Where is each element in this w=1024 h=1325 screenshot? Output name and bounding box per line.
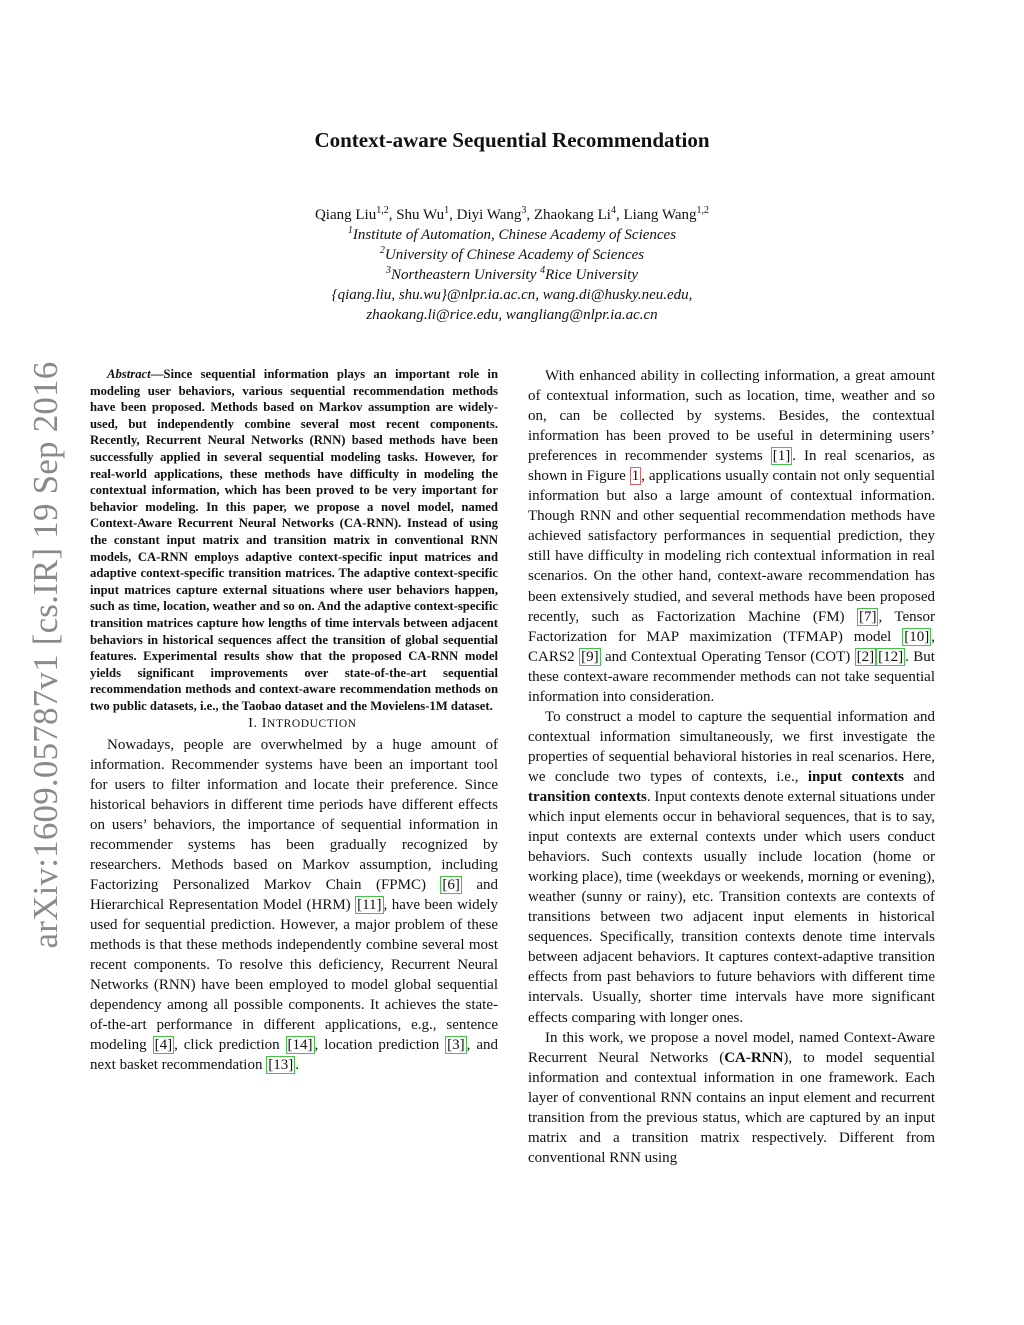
affiliation-sup: 4 bbox=[540, 265, 546, 276]
affiliation-3-4 bbox=[0, 265, 1024, 285]
text-run: and Contextual Operating Tensor (COT) bbox=[600, 648, 855, 665]
author-sup: 3 bbox=[521, 205, 527, 216]
text-run: Nowadays, people are overwhelmed by a huge amount of information. Recommender systems have been an important tool for users to filter information and locate their preference. Since historical behaviors in different time periods have different effects on users’ behaviors, the importance of sequential information in recommender systems has been gradually recognized by researchers. Methods based on Markov assumption, including Factorizing Personalized Markov Chain (FPMC) bbox=[90, 736, 498, 893]
author-sup: 1,2 bbox=[376, 205, 389, 216]
text-run: , CARS2 bbox=[528, 628, 935, 665]
text-run: and bbox=[903, 768, 935, 785]
text-run: , Tensor Factorization for MAP maximization (TFMAP) model bbox=[528, 608, 935, 645]
text-run: . But these context-aware recommender methods can not take sequential information into consideration. bbox=[528, 648, 935, 705]
author-name: Shu Wu bbox=[396, 207, 445, 223]
right-paragraph-2 bbox=[528, 707, 935, 1028]
affiliation-text: Northeastern University bbox=[390, 267, 537, 283]
text-run: To construct a model to capture the sequential information and contextual information simultaneously, we first investigate the properties of sequential behavioral histories in real scenarios. Here, we conclude two types of contexts, i.e., bbox=[528, 708, 935, 785]
keyword: CA-RNN bbox=[724, 1049, 784, 1066]
left-column bbox=[90, 366, 498, 1075]
author-block bbox=[0, 205, 1024, 325]
affiliation-sup: 2 bbox=[379, 245, 385, 256]
citation-link[interactable]: [6] bbox=[442, 876, 460, 893]
keyword: input contexts bbox=[807, 768, 904, 785]
citation-link[interactable]: [4] bbox=[154, 1037, 173, 1054]
author-name: Zhaokang Li bbox=[533, 207, 611, 223]
text-run: , and next basket recommendation bbox=[90, 1037, 498, 1074]
section-number: I. bbox=[248, 716, 258, 732]
abstract bbox=[90, 366, 498, 714]
text-run: With enhanced ability in collecting information, a great amount of contextual information, such as location, time, weather and so on, can be collected by systems. Besides, the contextual information has been proved to be useful in determining users’ preferences in recommender systems bbox=[528, 368, 935, 465]
citation-link[interactable]: [14] bbox=[287, 1037, 313, 1054]
citation-link[interactable]: [12] bbox=[878, 648, 904, 665]
intro-paragraph-1 bbox=[90, 735, 498, 1076]
text-run: ), to model sequential information and contextual information in one framework. Each layer of conventional RNN contains an input element and recurrent transition from the previous status, which are captured by an input matrix and a transition matrix respectively. Different from conventional RNN using bbox=[528, 1049, 935, 1166]
figure-link[interactable]: 1 bbox=[631, 468, 640, 485]
citation-link[interactable]: [3] bbox=[447, 1037, 465, 1054]
arxiv-sidebar bbox=[26, 360, 66, 950]
section-title-rest: NTRODUCTION bbox=[267, 718, 357, 731]
text-run: In this work, we propose a novel model, named Context-Aware Recurrent Neural Networks ( bbox=[528, 1029, 935, 1066]
author-sup: 4 bbox=[610, 205, 616, 216]
right-paragraph-3 bbox=[528, 1028, 935, 1168]
author-sup: 1,2 bbox=[696, 205, 710, 216]
right-column bbox=[528, 366, 935, 1168]
text-run: . bbox=[295, 1057, 299, 1074]
section-heading-introduction bbox=[90, 714, 498, 734]
abstract-body: —Since sequential information plays an important role in modeling user behaviors, various sequential recommendation methods have been proposed. Methods based on Markov assumption are widely-used, but independently combine several most recent components. Recently, Recurrent Neural Networks (RNN) based methods have been successfully applied in several sequential modeling tasks. However, for real-world applications, these methods have difficulty in modeling the contextual information, which has been proved to be very important for behavior modeling. In this paper, we propose a novel model, named Context-Aware Recurrent Neural Networks (CA-RNN). Instead of using the constant input matrix and transition matrix in conventional RNN models, CA-RNN employs adaptive context-specific input matrices and adaptive context-specific transition matrices. The adaptive context-specific input matrices capture external situations where user behaviors happen, such as time, location, weather and so on. And the adaptive context-specific transition matrices capture how lengths of time intervals between adjacent behaviors in historical sequences affect the transition of global sequential features. Experimental results show that the proposed CA-RNN model yields significant improvements over state-of-the-art sequential recommendation methods and context-aware recommendation methods on two public datasets, i.e., the Taobao dataset and the Movielens-1M dataset. bbox=[90, 367, 498, 713]
affiliation-text: University of Chinese Academy of Sciences bbox=[384, 247, 645, 263]
keyword: transition contexts bbox=[528, 788, 647, 805]
email-line-1: {qiang.liu, shu.wu}@nlpr.ia.ac.cn, wang.di@husky.neu.edu, bbox=[331, 287, 693, 303]
citation-link[interactable]: [9] bbox=[581, 648, 599, 665]
email-line-2: zhaokang.li@rice.edu, wangliang@nlpr.ia.ac.cn bbox=[366, 307, 658, 323]
text-run: , have been widely used for sequential prediction. However, a major problem of these methods is that these methods independently combine several most recent components. To resolve this deficiency, Recurrent Neural Networks (RNN) have been employed to model global sequential dependency among all possible components. It achieves the state-of-the-art performance in different applications, e.g., sentence modeling bbox=[90, 896, 498, 1054]
citation-link[interactable]: [7] bbox=[858, 608, 877, 625]
text-run: . Input contexts denote external situations under which input elements occur in behavioral sequences, that is to say, input contexts are external contexts under which users conduct behaviors. Such contexts usually include location (home or working place), time (weekdays or weekends, morning or evening), weather (sunny or rainy), etc. Transition contexts are contexts of transitions between two adjacent input elements in historical sequences. Specifically, transition contexts denote time intervals between adjacent behaviors. It captures context-adaptive transition effects from past behaviors to future behaviors with different time intervals. Usually, shorter time intervals have more significant effects comparing with longer ones. bbox=[528, 788, 936, 1026]
section-title-initial: I bbox=[261, 716, 268, 732]
affiliation-1 bbox=[0, 225, 1024, 245]
text-run: , location prediction bbox=[314, 1037, 446, 1054]
arxiv-identifier: arXiv:1609.05787v1 [cs.IR] 19 Sep 2016 bbox=[26, 361, 65, 949]
right-paragraph-1 bbox=[528, 366, 935, 707]
author-sup: 1 bbox=[444, 205, 450, 216]
citation-link[interactable]: [11] bbox=[357, 896, 382, 913]
author-name: Liang Wang bbox=[623, 207, 697, 223]
affiliation-text: Rice University bbox=[545, 267, 639, 283]
text-run: , click prediction bbox=[174, 1037, 286, 1054]
author-name: Qiang Liu bbox=[314, 207, 377, 223]
affiliation-sup: 1 bbox=[347, 225, 353, 236]
author-name: Diyi Wang bbox=[456, 207, 522, 223]
author-list: Qiang Liu$^{1,2}$, Shu Wu$^1$, Diyi Wang$^3$, Zhaokang Li$^4$, Liang Wang$^{1,2}$ bbox=[314, 205, 710, 223]
abstract-lead: Abstract bbox=[107, 367, 151, 381]
citation-link[interactable]: [1] bbox=[772, 448, 791, 465]
affiliation-text: Institute of Automation, Chinese Academy of Sciences bbox=[352, 227, 677, 243]
affiliation-sup: 3 bbox=[385, 265, 391, 276]
citation-link[interactable]: [13] bbox=[268, 1057, 294, 1074]
citation-link[interactable]: [2] bbox=[856, 648, 875, 665]
affiliation-2 bbox=[0, 245, 1024, 265]
text-run: , applications usually contain not only sequential information but also a large amount of contextual information. Though RNN and other sequential recommendation methods have achieved satisfactory performances in sequential prediction, they still have difficulty in modeling rich contextual information in real scenarios. On the other hand, context-aware recommendation has been extensively studied, and several methods have been proposed recently, such as Factorization Machine (FM) bbox=[528, 468, 936, 625]
text-run: . In real scenarios, as shown in Figure bbox=[528, 448, 935, 485]
text-run: and Hierarchical Representation Model (HRM) bbox=[90, 876, 498, 913]
citation-link[interactable]: [10] bbox=[904, 628, 930, 645]
paper-title: Context-aware Sequential Recommendation bbox=[314, 128, 710, 152]
